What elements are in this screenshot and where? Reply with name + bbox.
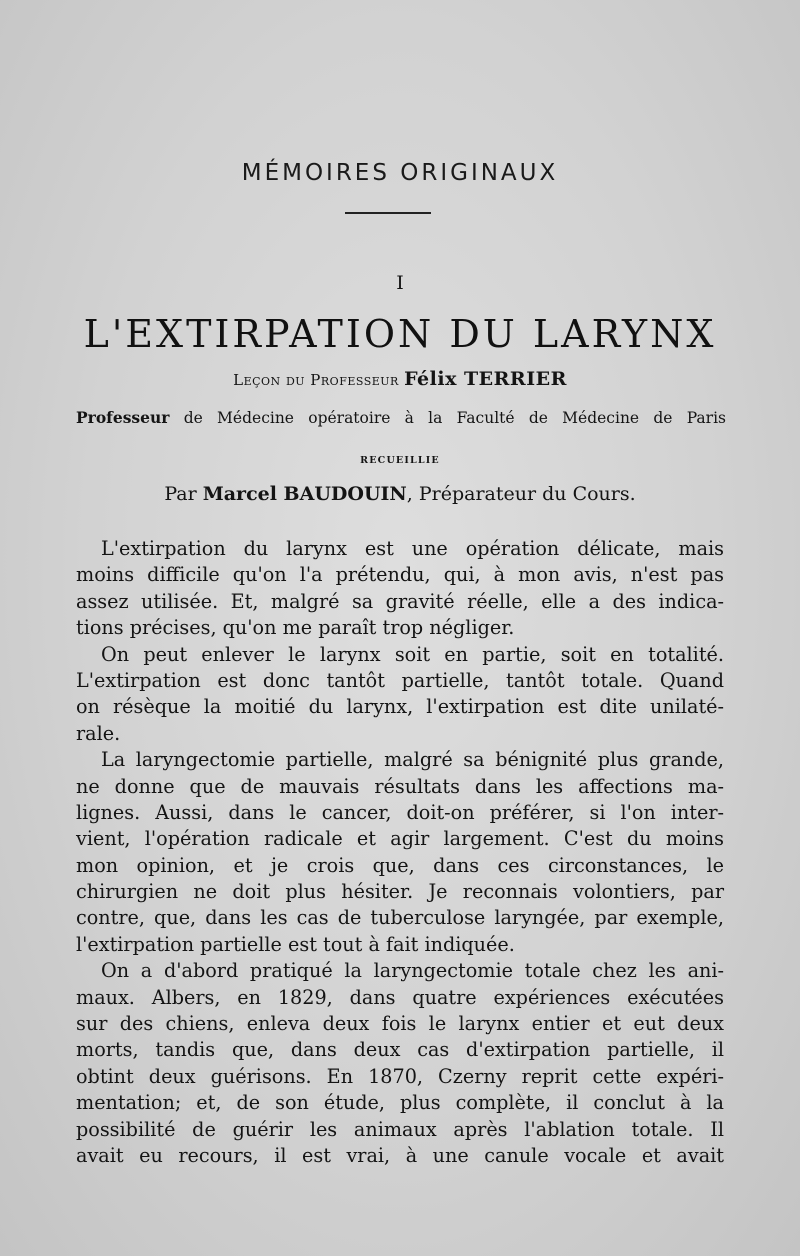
collected-label: RECUEILLIE — [360, 455, 440, 466]
text-line: possibilité de guérir les animaux après l'ablation totale. Il — [76, 1117, 724, 1141]
lecturer-name: Félix TERRIER — [404, 368, 567, 390]
text-line: La laryngectomie partielle, malgré sa bénignité plus grande, — [101, 748, 724, 772]
text-line: sur des chiens, enleva deux fois le larynx entier et eut deux — [76, 1012, 724, 1036]
text-line: on résèque la moitié du larynx, l'extirpation est dite unilaté- — [76, 695, 724, 719]
text-line: tions précises, qu'on me paraît trop négliger. — [76, 616, 515, 640]
author-role: , Préparateur du Cours. — [406, 483, 636, 505]
professor-label: Professeur — [76, 408, 170, 427]
text-line: mon opinion, et je crois que, dans ces circonstances, le — [76, 853, 724, 877]
text-line: contre, que, dans les cas de tuberculose laryngée, par exemple, — [76, 906, 724, 930]
text-line: lignes. Aussi, dans le cancer, doit-on préférer, si l'on inter- — [76, 800, 724, 824]
text-line: l'extirpation partielle est tout à fait indiquée. — [76, 932, 515, 956]
text-line: mentation; et, de son étude, plus complète, il conclut à la — [76, 1091, 724, 1115]
author-line — [0, 483, 800, 505]
text-line: maux. Albers, en 1829, dans quatre expériences exécutées — [76, 985, 724, 1009]
text-line: morts, tandis que, dans deux cas d'extirpation partielle, il — [76, 1038, 724, 1062]
text-line: L'extirpation est donc tantôt partielle, tantôt totale. Quand — [76, 668, 724, 692]
section-title: MÉMOIRES ORIGINAUX — [241, 160, 559, 186]
text-line: ne donne que de mauvais résultats dans les affections ma- — [76, 774, 724, 798]
text-line: moins difficile qu'on l'a prétendu, qui, à mon avis, n'est pas — [76, 563, 724, 587]
text-line: assez utilisée. Et, malgré sa gravité réelle, elle a des indica- — [76, 589, 724, 613]
text-line: vient, l'opération radicale et agir largement. C'est du moins — [76, 827, 724, 851]
author-prefix: Par — [164, 483, 203, 505]
professor-line — [76, 408, 726, 427]
text-line: rale. — [76, 721, 121, 745]
article-title: L'EXTIRPATION DU LARYNX — [83, 312, 717, 356]
lecture-line — [0, 368, 800, 390]
text-line: On a d'abord pratiqué la laryngectomie totale chez les ani- — [101, 959, 724, 983]
lecture-prefix: Leçon du Professeur — [233, 371, 405, 389]
professor-description: de Médecine opératoire à la Faculté de Médecine de Paris — [169, 409, 726, 427]
text-line: obtint deux guérisons. En 1870, Czerny reprit cette expéri- — [76, 1064, 724, 1088]
title-divider — [345, 212, 431, 214]
body-text — [76, 536, 724, 1169]
text-line: chirurgien ne doit plus hésiter. Je reconnais volontiers, par — [76, 880, 724, 904]
text-line: avait eu recours, il est vrai, à une canule vocale et avait — [76, 1143, 724, 1167]
chapter-number: I — [396, 272, 404, 294]
text-line: L'extirpation du larynx est une opération délicate, mais — [101, 537, 724, 560]
author-name: Marcel BAUDOUIN — [202, 483, 407, 505]
text-line: On peut enlever le larynx soit en partie, soit en totalité. — [101, 642, 724, 666]
